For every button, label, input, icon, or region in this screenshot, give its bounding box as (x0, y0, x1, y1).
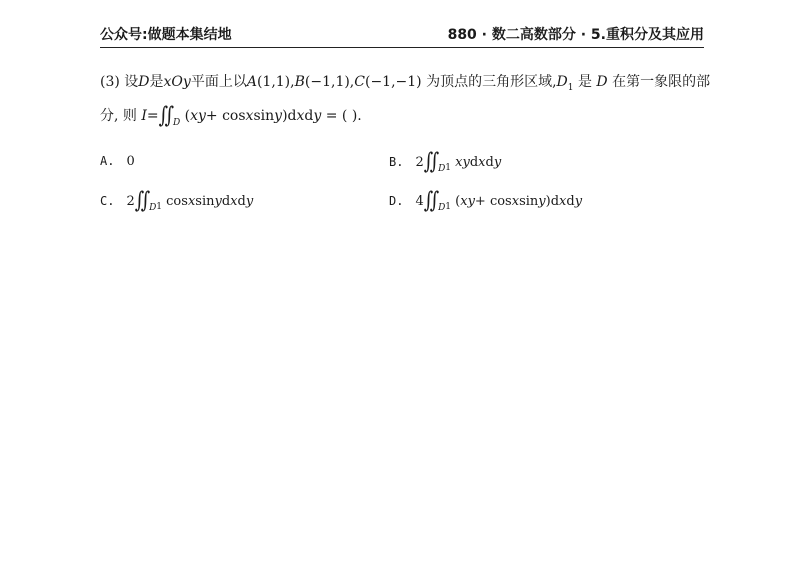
integral-region: D (438, 164, 446, 174)
math-var: y (574, 194, 583, 209)
math-diff: d (550, 194, 560, 209)
option-b[interactable] (389, 148, 502, 175)
header-left-text: 公众号:做题本集结地 (100, 27, 232, 43)
integral-region: D (172, 118, 181, 128)
page-header (100, 22, 704, 44)
math-coords: (−1,−1) (364, 74, 422, 90)
math-var: xy (455, 155, 470, 170)
math-var: B (294, 74, 305, 90)
math-diff: d (221, 194, 231, 209)
math-paren: ( (184, 108, 191, 124)
math-var: x (478, 155, 486, 170)
question-text: 为顶点的三角形区域, (426, 74, 557, 90)
option-d[interactable] (389, 187, 583, 214)
math-paren: ( (455, 194, 461, 209)
math-coef: 4 (415, 194, 424, 209)
math-var: y (313, 108, 322, 124)
question-number: (3) (100, 74, 120, 90)
math-var: I (141, 108, 147, 124)
math-var: xy (460, 194, 475, 209)
double-integral-symbol: ∬ (423, 148, 433, 175)
math-var: y (274, 108, 283, 124)
math-var: x (511, 194, 520, 209)
option-value: 0 (126, 154, 135, 169)
math-diff: d (304, 108, 314, 124)
question-text: 是 (577, 74, 592, 90)
math-var: x (187, 194, 196, 209)
math-func: sin (519, 194, 539, 209)
math-subscript: 1 (445, 202, 452, 212)
math-func: + cos (474, 194, 512, 209)
math-func: sin (195, 194, 215, 209)
math-var: y (245, 194, 254, 209)
math-var: xOy (163, 74, 191, 90)
option-c[interactable] (100, 187, 254, 214)
question-text: 分, 则 (100, 108, 137, 124)
math-var: x (230, 194, 238, 209)
option-label: D. (389, 194, 404, 208)
math-var: D (138, 74, 150, 90)
math-var: x (559, 194, 567, 209)
answer-blank: = ( ). (321, 108, 362, 124)
math-operator: = (146, 108, 159, 124)
math-subscript: 1 (445, 163, 452, 173)
math-var: x (296, 108, 305, 124)
option-label: B. (389, 155, 404, 169)
math-diff: d (566, 194, 575, 209)
math-var: y (214, 194, 222, 209)
math-var: D (556, 74, 568, 90)
math-coords: (−1,1), (304, 74, 355, 90)
math-var: C (354, 74, 365, 90)
math-diff: d (485, 155, 494, 170)
math-subscript: 1 (567, 83, 574, 93)
math-paren: ) (545, 194, 551, 209)
header-divider (100, 47, 704, 48)
option-label: A. (100, 154, 115, 168)
math-var: xy (190, 108, 206, 124)
math-func: + cos (205, 108, 246, 124)
math-coords: (1,1), (256, 74, 295, 90)
question-text: 是 (149, 74, 164, 90)
math-var: A (246, 74, 257, 90)
math-coef: 2 (415, 155, 424, 170)
header-right-text: 880 · 数二高数部分 · 5.重积分及其应用 (447, 27, 704, 43)
math-func: sin (253, 108, 275, 124)
question-text: 设 (124, 74, 139, 90)
double-integral-symbol: ∬ (158, 102, 167, 129)
integral-region: D (149, 203, 157, 213)
math-subscript: 1 (156, 202, 163, 212)
math-func: cos (166, 194, 188, 209)
double-integral-symbol: ∬ (423, 187, 433, 214)
double-integral-symbol: ∬ (134, 187, 144, 214)
math-coef: 2 (126, 194, 135, 209)
question-line-1 (100, 73, 710, 93)
question-text: 在第一象限的部 (612, 74, 711, 90)
option-label: C. (100, 194, 115, 208)
math-diff: d (287, 108, 297, 124)
option-a[interactable] (100, 152, 135, 171)
math-var: x (245, 108, 254, 124)
math-var: y (538, 194, 546, 209)
math-paren: ) (282, 108, 288, 124)
integral-region: D (438, 203, 446, 213)
math-diff: d (469, 155, 479, 170)
math-diff: d (237, 194, 246, 209)
math-var: y (493, 155, 502, 170)
question-text: 平面上以 (190, 74, 247, 90)
math-var: D (596, 74, 608, 90)
question-line-2 (100, 102, 362, 129)
